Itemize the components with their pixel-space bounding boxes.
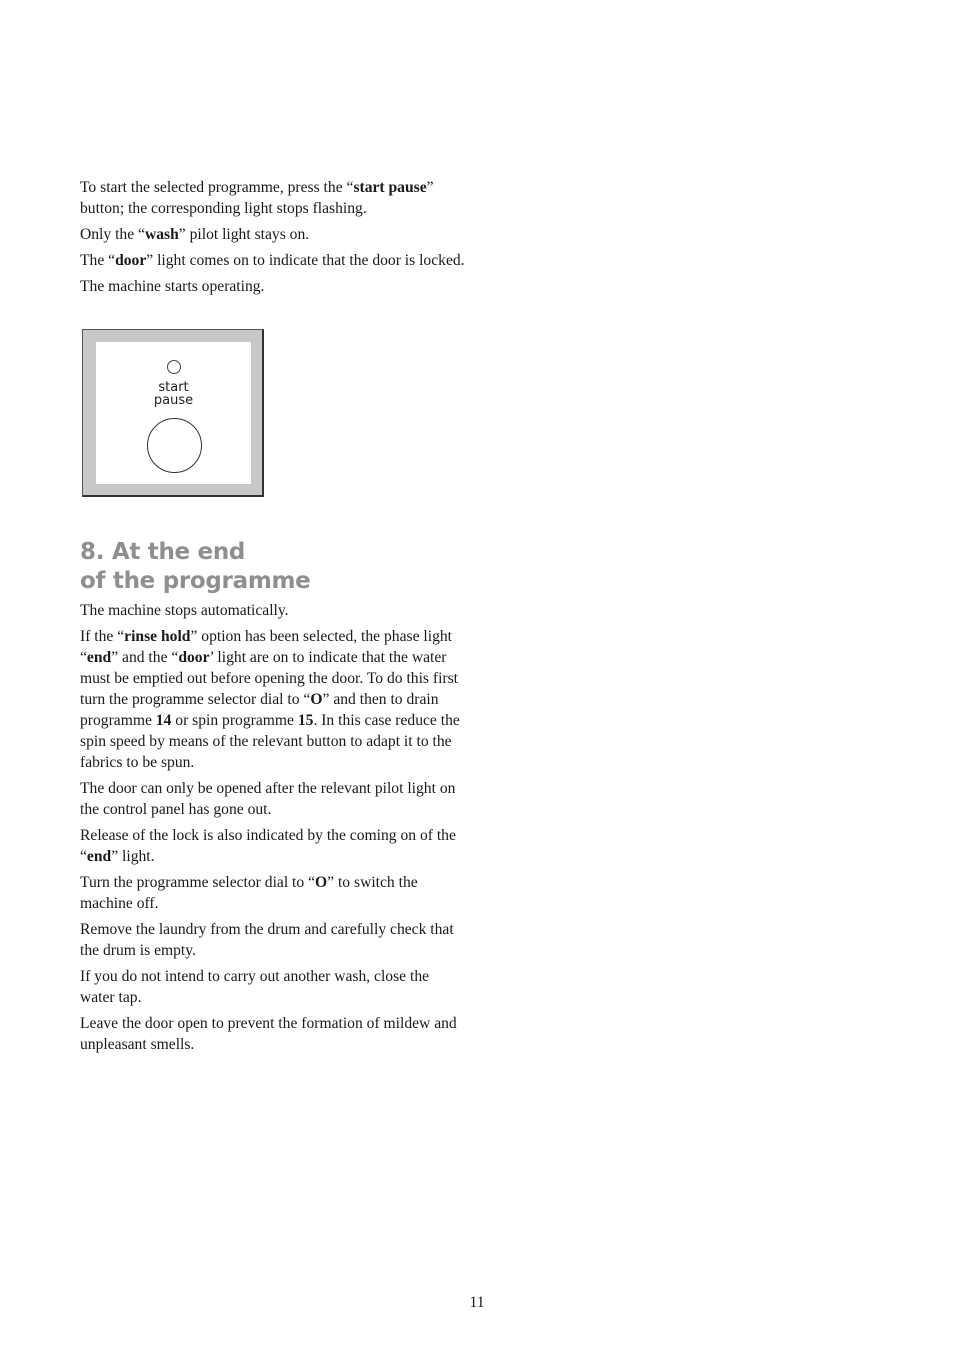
bold-term: O (315, 874, 328, 891)
text-run: ” pilot light stays on. (178, 226, 310, 243)
text-run: The machine stops automatically. (80, 602, 289, 619)
paragraph (80, 919, 465, 961)
bold-term: door (115, 252, 147, 269)
text-run: or spin programme (171, 712, 298, 729)
pilot-light-icon (167, 360, 181, 374)
bold-term: 14 (155, 712, 172, 729)
bold-term: rinse hold (124, 628, 191, 645)
bold-term: start pause (353, 179, 427, 196)
paragraph (80, 626, 465, 773)
bold-term: 15 (297, 712, 314, 729)
panel-label-pause: pause (153, 393, 194, 408)
bold-term: end (86, 649, 112, 666)
text-run: ” to switch the machine off. (80, 874, 418, 912)
paragraph (80, 1013, 465, 1055)
bold-term: door (178, 649, 210, 666)
section-start-instructions (80, 177, 465, 302)
text-run: . In this case reduce the spin speed by means of the relevant button to adapt it to the fabrics to be spun. (80, 712, 460, 771)
paragraph (80, 224, 465, 245)
paragraph (80, 778, 465, 820)
text-run: Only the “ (80, 226, 145, 243)
section-heading (80, 538, 310, 596)
text-run: ” and the “ (111, 649, 179, 666)
start-pause-panel-illustration (82, 329, 264, 497)
text-run: Turn the programme selector dial to “ (80, 874, 316, 891)
text-run: ’ light are on to indicate that the water must be emptied out before opening the door. To do this first turn the programme selector dial to “ (80, 649, 459, 708)
text-run: The door can only be opened after the relevant pilot light on the control panel has gone out. (80, 780, 456, 818)
text-run: To start the selected programme, press the “ (80, 179, 354, 196)
bold-term: end (86, 848, 112, 865)
start-pause-button-icon (147, 418, 202, 473)
panel-label-start: start (158, 380, 189, 395)
text-run: Remove the laundry from the drum and carefully check that the drum is empty. (80, 921, 454, 959)
paragraph (80, 600, 465, 621)
text-run: If the “ (80, 628, 125, 645)
page-number: 11 (469, 1294, 485, 1311)
text-run: Release of the lock is also indicated by the coming on of the “ (80, 827, 456, 865)
text-run: The “ (80, 252, 116, 269)
bold-term: wash (144, 226, 179, 243)
section-end-of-programme (80, 600, 465, 1060)
text-run: ” light. (111, 848, 155, 865)
paragraph (80, 250, 465, 271)
text-run: ” option has been selected, the phase light “ (80, 628, 452, 666)
text-run: If you do not intend to carry out another wash, close the water tap. (80, 968, 430, 1006)
bold-term: O (310, 691, 323, 708)
text-run: ” light comes on to indicate that the door is locked. (146, 252, 465, 269)
panel-face (96, 342, 251, 484)
paragraph (80, 872, 465, 914)
heading-line-2: of the programme (80, 568, 311, 594)
paragraph (80, 966, 465, 1008)
text-run: ” and then to drain programme (80, 691, 439, 729)
text-run: ” button; the corresponding light stops flashing. (80, 179, 434, 217)
paragraph (80, 825, 465, 867)
text-run: Leave the door open to prevent the formation of mildew and unpleasant smells. (80, 1015, 457, 1053)
text-run: The machine starts operating. (80, 278, 265, 295)
heading-line-1: 8. At the end (80, 539, 246, 565)
paragraph (80, 177, 465, 219)
paragraph (80, 276, 465, 297)
